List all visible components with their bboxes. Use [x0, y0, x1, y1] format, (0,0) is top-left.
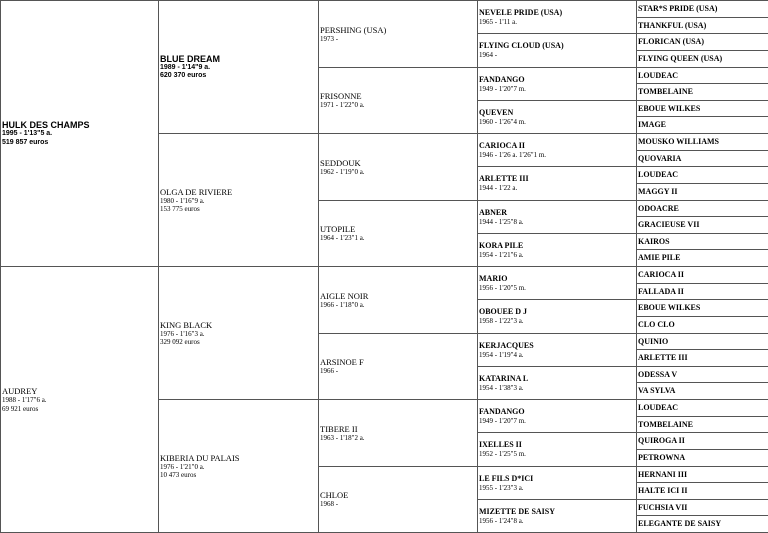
gen2-ancestor-cell — [158, 0, 319, 134]
gen4-ancestor-cell — [477, 366, 637, 400]
horse-name: CLO CLO — [638, 320, 675, 329]
horse-name: FANDANGO — [479, 406, 525, 416]
gen4-ancestor-cell — [477, 133, 637, 167]
horse-name: EBOUE WILKES — [638, 103, 701, 113]
gen3-ancestor-cell — [318, 200, 478, 267]
gen5-ancestor-cell — [636, 333, 768, 350]
horse-birth-record: 1952 - 1'25"5 m. — [479, 450, 526, 459]
gen4-ancestor-cell — [477, 266, 637, 300]
horse-birth-record: 1965 - 1'11 a. — [479, 17, 517, 26]
gen4-ancestor-cell — [477, 499, 637, 533]
horse-name: KATARINA L — [479, 373, 529, 383]
gen5-ancestor-cell — [636, 116, 768, 134]
gen5-ancestor-cell — [636, 17, 768, 34]
horse-name: CHLOE — [320, 490, 349, 501]
horse-name: TOMBELAINE — [638, 87, 693, 96]
gen3-ancestor-cell — [318, 399, 478, 467]
horse-name: PETROWNA — [638, 453, 686, 462]
gen5-ancestor-cell — [636, 499, 768, 516]
horse-name: KORA PILE — [479, 240, 524, 250]
horse-name: CARIOCA II — [479, 140, 526, 150]
horse-name: LOUDEAC — [638, 70, 679, 80]
horse-name: QUINIO — [638, 336, 669, 346]
horse-name: AMIE PILE — [638, 253, 681, 262]
horse-name: HERNANI III — [638, 469, 688, 479]
horse-birth-record: 1968 - — [320, 500, 339, 509]
horse-name: FALLADA II — [638, 286, 684, 296]
gen5-ancestor-cell — [636, 166, 768, 184]
horse-name: FLYING QUEEN (USA) — [638, 54, 723, 63]
horse-name: MIZETTE DE SAISY — [479, 506, 556, 516]
gen3-ancestor-cell — [318, 466, 478, 533]
horse-name: NEVELE PRIDE (USA) — [479, 7, 563, 17]
gen5-ancestor-cell — [636, 416, 768, 433]
gen4-ancestor-cell — [477, 233, 637, 267]
gen5-ancestor-cell — [636, 515, 768, 533]
horse-birth-record: 1964 - — [479, 51, 498, 60]
horse-birth-record: 1955 - 1'23"3 a. — [479, 483, 524, 492]
horse-birth-record: 1946 - 1'26 a. 1'26"1 m. — [479, 150, 547, 159]
horse-name: FUCHSIA VII — [638, 502, 688, 512]
gen3-ancestor-cell — [318, 266, 478, 334]
horse-birth-record: 1988 - 1'17"6 a. — [2, 396, 47, 404]
horse-birth-record: 1995 - 1'13"5 a. — [2, 130, 53, 137]
gen4-ancestor-cell — [477, 166, 637, 201]
gen4-ancestor-cell — [477, 33, 637, 68]
horse-name: SEDDOUK — [320, 157, 361, 168]
horse-name: HALTE ICI II — [638, 486, 688, 495]
horse-birth-record: 1966 - — [320, 367, 339, 376]
horse-name: ODESSA V — [638, 369, 678, 379]
gen4-ancestor-cell — [477, 466, 637, 500]
horse-name: BLUE DREAM — [160, 53, 220, 64]
gen4-ancestor-cell — [477, 333, 637, 367]
horse-name: TIBERE II — [320, 423, 358, 434]
horse-earnings: 620 370 euros — [160, 72, 207, 79]
gen3-ancestor-cell — [318, 0, 478, 68]
horse-birth-record: 1971 - 1'22"0 a. — [320, 101, 365, 110]
gen5-ancestor-cell — [636, 33, 768, 51]
horse-birth-record: 1949 - 1'20"7 m. — [479, 416, 526, 425]
horse-name: EBOUE WILKES — [638, 303, 701, 312]
horse-birth-record: 1954 - 1'19"4 a. — [479, 350, 524, 359]
horse-birth-record: 1966 - 1'18"0 a. — [320, 300, 365, 309]
horse-name: ABNER — [479, 207, 508, 217]
horse-name: FLORICAN (USA) — [638, 37, 704, 46]
horse-birth-record: 1976 - 1'16"3 a. — [160, 329, 205, 338]
gen5-ancestor-cell — [636, 233, 768, 250]
horse-birth-record: 1949 - 1'20"7 m. — [479, 84, 526, 93]
horse-earnings: 10 473 euros — [160, 471, 197, 479]
horse-birth-record: 1956 - 1'20"5 m. — [479, 283, 526, 292]
horse-name: MAGGY II — [638, 187, 678, 196]
horse-name: KAIROS — [638, 236, 670, 246]
horse-name: IXELLES II — [479, 440, 522, 450]
gen3-ancestor-cell — [318, 133, 478, 201]
gen2-ancestor-cell — [158, 266, 319, 400]
horse-name: ARLETTE III — [479, 174, 529, 184]
gen2-ancestor-cell — [158, 133, 319, 267]
gen1-ancestor-cell — [0, 266, 159, 533]
gen4-ancestor-cell — [477, 399, 637, 433]
gen5-ancestor-cell — [636, 266, 768, 284]
horse-name: HULK DES CHAMPS — [2, 120, 90, 130]
horse-name: LE FILS D*ICI — [479, 473, 534, 483]
gen5-ancestor-cell — [636, 50, 768, 68]
gen4-ancestor-cell — [477, 200, 637, 234]
horse-earnings: 153 775 euros — [160, 205, 200, 213]
horse-birth-record: 1954 - 1'38"3 a. — [479, 383, 524, 392]
gen5-ancestor-cell — [636, 482, 768, 500]
horse-name: AUDREY — [2, 386, 38, 396]
horse-name: KIBERIA DU PALAIS — [160, 452, 240, 463]
gen5-ancestor-cell — [636, 399, 768, 417]
horse-birth-record: 1989 - 1'14"9 a. — [160, 63, 211, 71]
gen5-ancestor-cell — [636, 466, 768, 483]
horse-birth-record: 1964 - 1'23"1 a. — [320, 234, 365, 243]
horse-name: MARIO — [479, 273, 508, 283]
horse-name: FLYING CLOUD (USA) — [479, 41, 564, 51]
horse-earnings: 69 921 euros — [2, 404, 39, 413]
horse-name: ELEGANTE DE SAISY — [638, 519, 722, 528]
gen4-ancestor-cell — [477, 67, 637, 101]
gen5-ancestor-cell — [636, 216, 768, 234]
horse-birth-record: 1963 - 1'18"2 a. — [320, 433, 365, 442]
horse-name: OLGA DE RIVIERE — [160, 186, 233, 197]
horse-name: VA SYLVA — [638, 386, 676, 395]
horse-birth-record: 1976 - 1'21"0 a. — [160, 462, 205, 471]
horse-birth-record: 1960 - 1'26"4 m. — [479, 117, 526, 126]
horse-earnings: 329 092 euros — [160, 338, 200, 346]
gen4-ancestor-cell — [477, 0, 637, 34]
horse-name: UTOPILE — [320, 224, 356, 235]
gen3-ancestor-cell — [318, 333, 478, 400]
horse-name: PERSHING (USA) — [320, 24, 387, 35]
horse-name: MOUSKO WILLIAMS — [638, 137, 719, 146]
gen5-ancestor-cell — [636, 67, 768, 84]
gen5-ancestor-cell — [636, 150, 768, 167]
gen5-ancestor-cell — [636, 200, 768, 217]
horse-name: TOMBELAINE — [638, 419, 693, 429]
horse-name: AIGLE NOIR — [320, 290, 369, 301]
gen5-ancestor-cell — [636, 449, 768, 467]
horse-name: ODOACRE — [638, 203, 679, 213]
horse-name: LOUDEAC — [638, 170, 679, 179]
gen3-ancestor-cell — [318, 67, 478, 134]
horse-birth-record: 1973 - — [320, 34, 339, 43]
horse-name: STAR*S PRIDE (USA) — [638, 4, 718, 13]
horse-birth-record: 1962 - 1'19"0 a. — [320, 167, 365, 176]
horse-birth-record: 1944 - 1'22 a. — [479, 184, 518, 193]
gen5-ancestor-cell — [636, 366, 768, 383]
horse-name: GRACIEUSE VII — [638, 220, 700, 229]
horse-birth-record: 1954 - 1'21"6 a. — [479, 250, 524, 259]
gen4-ancestor-cell — [477, 100, 637, 134]
gen4-ancestor-cell — [477, 432, 637, 467]
gen5-ancestor-cell — [636, 183, 768, 201]
horse-name: ARLETTE III — [638, 353, 688, 362]
gen1-ancestor-cell — [0, 0, 159, 267]
gen5-ancestor-cell — [636, 432, 768, 450]
horse-birth-record: 1944 - 1'25"8 a. — [479, 217, 524, 226]
gen4-ancestor-cell — [477, 299, 637, 334]
gen5-ancestor-cell — [636, 382, 768, 400]
horse-name: QUIROGA II — [638, 436, 685, 445]
horse-earnings: 519 857 euros — [2, 138, 49, 146]
horse-name: ARSINOE F — [320, 357, 364, 368]
gen5-ancestor-cell — [636, 316, 768, 334]
horse-name: LOUDEAC — [638, 403, 679, 412]
gen5-ancestor-cell — [636, 100, 768, 117]
gen5-ancestor-cell — [636, 283, 768, 300]
horse-birth-record: 1958 - 1'22"3 a. — [479, 317, 524, 326]
horse-name: FRISONNE — [320, 91, 362, 102]
horse-name: QUOVARIA — [638, 153, 682, 163]
horse-name: IMAGE — [638, 120, 666, 129]
horse-birth-record: 1980 - 1'16"9 a. — [160, 196, 205, 205]
gen5-ancestor-cell — [636, 0, 768, 18]
gen5-ancestor-cell — [636, 83, 768, 101]
horse-name: KING BLACK — [160, 319, 213, 330]
horse-name: FANDANGO — [479, 74, 525, 84]
horse-name: QUEVEN — [479, 107, 514, 117]
horse-birth-record: 1956 - 1'24"8 a. — [479, 516, 524, 525]
gen2-ancestor-cell — [158, 399, 319, 533]
gen5-ancestor-cell — [636, 249, 768, 267]
horse-name: CARIOCA II — [638, 270, 685, 279]
horse-name: THANKFUL (USA) — [638, 20, 707, 30]
horse-name: OBOUEE D J — [479, 307, 528, 317]
horse-name: KERJACQUES — [479, 340, 534, 350]
gen5-ancestor-cell — [636, 349, 768, 367]
gen5-ancestor-cell — [636, 133, 768, 151]
gen5-ancestor-cell — [636, 299, 768, 317]
